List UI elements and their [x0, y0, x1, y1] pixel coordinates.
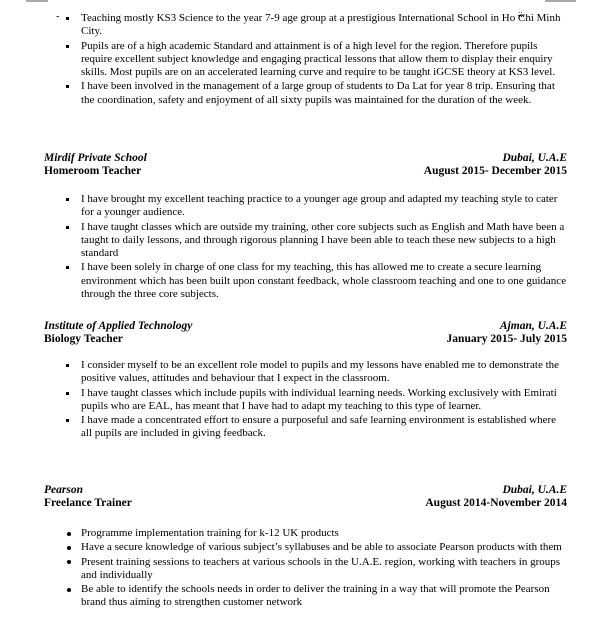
bullet-item: I have been solely in charge of one class for my teaching, this has allowed me to create a secure learning environment which has been built upon constant feedback, whole classroom teaching and one to one guidance through the three core subjects.	[81, 261, 567, 301]
bullet-item: I consider myself to be an excellent role model to pupils and my lessons have enabled me to demonstrate the positive values, attitudes and behaviour that I expect in the classroom.	[81, 359, 567, 386]
bullet-item: I have been involved in the management of a large group of students to Da Lat for year 8 trip. Ensuring that the coordination, safety and enjoyment of all sixty pupils was maintained for the duration of the week.	[81, 80, 567, 107]
bullet-item: Programme implementation training for k-12 UK products	[81, 527, 567, 540]
company-name: Institute of Applied Technology	[44, 320, 193, 332]
company-name: Pearson	[44, 484, 83, 496]
job-header-iat	[44, 320, 567, 347]
job-dates: January 2015- July 2015	[446, 333, 567, 346]
job-header-right	[424, 152, 567, 179]
experience-bullet-list-1	[44, 12, 567, 108]
experience-bullet-list-4	[44, 527, 567, 611]
job-header-right	[425, 484, 567, 511]
job-header-left	[44, 484, 132, 511]
bullet-item: Pupils are of a high academic Standard and attainment is of a high level for the region. Therefore pupils require excellent subject knowledge and engaging practical lessons that allow them to display their enquiry skills. Most pupils are on an accelerated learning curve and require to be taught iGCSE theory at KS3 level.	[81, 40, 567, 80]
job-location: Ajman, U.A.E	[499, 320, 567, 332]
job-header-pearson	[44, 484, 567, 511]
job-header-mirdif	[44, 152, 567, 179]
bullet-item: Have a secure knowledge of various subject’s syllabuses and be able to associate Pearson products with them	[81, 541, 567, 554]
bullet-item: I have brought my excellent teaching practice to a younger age group and adapted my teaching style to cater for a younger audience.	[81, 193, 567, 220]
job-location: Dubai, U.A.E	[502, 484, 567, 496]
job-title: Homeroom Teacher	[44, 165, 142, 178]
experience-bullet-list-2	[44, 193, 567, 302]
experience-bullet-list-3	[44, 359, 567, 442]
company-name: Mirdif Private School	[44, 152, 147, 164]
job-header-left	[44, 320, 192, 347]
page-edge-line-left	[26, 0, 48, 2]
bullet-item: I have taught classes which include pupils with individual learning needs. Working exclusively with Emirati pupils who are EAL, has meant that I have had to adapt my teaching to this type of learner.	[81, 387, 567, 414]
bullet-item: Teaching mostly KS3 Science to the year 7-9 age group at a prestigious International School in Ho Chi Minh City.	[81, 12, 567, 39]
bullet-item: Present training sessions to teachers at various schools in the U.A.E. region, working with teachers in groups and individually	[81, 556, 567, 583]
job-header-left	[44, 152, 147, 179]
bullet-item: I have taught classes which are outside my training, other core subjects such as English and Math have been a taught to daily lessons, and through rigorous planning I have been able to teach these new subjects to a high standard	[81, 221, 567, 261]
job-title: Biology Teacher	[44, 333, 123, 346]
job-dates: August 2014-November 2014	[425, 497, 567, 510]
bullet-item: I have made a concentrated effort to ensure a purposeful and safe learning environment is established where all pupils are included in giving feedback.	[81, 414, 567, 441]
job-location: Dubai, U.A.E	[502, 152, 567, 164]
bullet-item: Be able to identify the schools needs in order to deliver the training in a way that will promote the Pearson brand thus aiming to strengthen customer network	[81, 583, 567, 610]
page-edge-line-right	[545, 0, 576, 2]
job-dates: August 2015- December 2015	[423, 165, 567, 178]
job-title: Freelance Trainer	[44, 497, 132, 510]
job-header-right	[447, 320, 567, 347]
